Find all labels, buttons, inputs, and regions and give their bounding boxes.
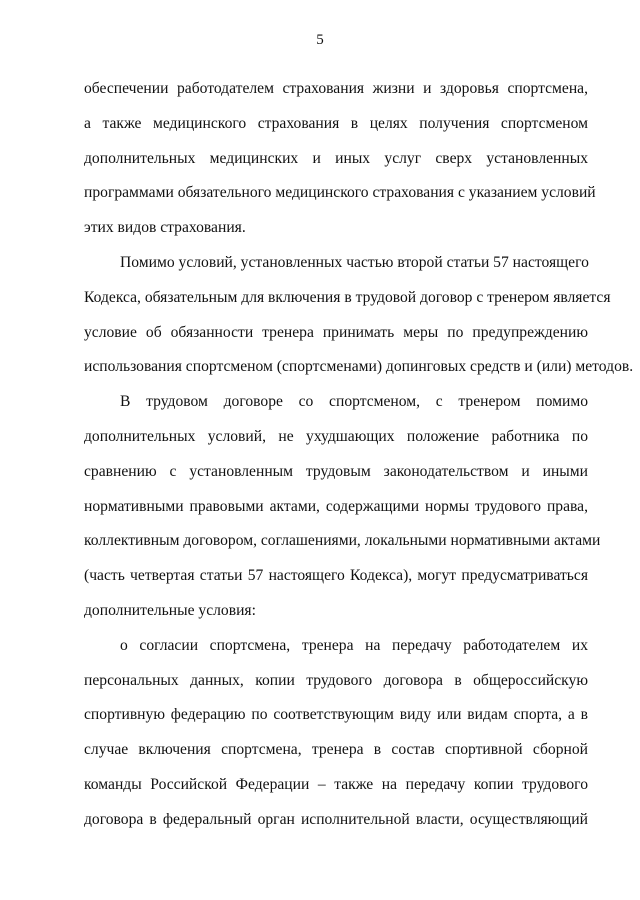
text-line: условие об обязанности тренера принимать меры по предупреждению (84, 323, 588, 341)
text-line: этих видов страхования. (84, 219, 246, 237)
text-line: персональных данных, копии трудового договора в общероссийскую (84, 671, 588, 689)
text-line: Помимо условий, установленных частью второй статьи 57 настоящего (120, 253, 589, 271)
text-line: о согласии спортсмена, тренера на передачу работодателем их (120, 636, 588, 654)
text-line: команды Российской Федерации – также на передачу копии трудового (84, 775, 588, 793)
text-line: (часть четвертая статьи 57 настоящего Кодекса), могут предусматриваться (84, 567, 588, 585)
text-line: коллективным договором, соглашениями, локальными нормативными актами (84, 532, 601, 550)
text-line: программами обязательного медицинского страхования с указанием условий (84, 184, 596, 202)
document-body (84, 72, 634, 838)
text-line: случае включения спортсмена, тренера в состав спортивной сборной (84, 741, 588, 759)
text-line: договора в федеральный орган исполнительной власти, осуществляющий (84, 810, 588, 828)
text-line: дополнительных условий, не ухудшающих положение работника по (84, 427, 588, 445)
paragraph (84, 246, 634, 385)
text-line: использования спортсменом (спортсменами) допинговых средств и (или) методов. (84, 358, 634, 376)
text-line: спортивную федерацию по соответствующим виду или видам спорта, а в (84, 706, 588, 724)
text-line: а также медицинского страхования в целях получения спортсменом (84, 114, 588, 132)
text-line: нормативными правовыми актами, содержащими нормы трудового права, (84, 497, 588, 515)
text-line: обеспечении работодателем страхования жизни и здоровья спортсмена, (84, 80, 588, 97)
text-line: Кодекса, обязательным для включения в трудовой договор с тренером является (84, 288, 611, 306)
text-line: дополнительных медицинских и иных услуг сверх установленных (84, 149, 588, 167)
paragraph (84, 629, 588, 838)
text-line: В трудовом договоре со спортсменом, с тренером помимо (120, 393, 588, 411)
page-number: 5 (316, 32, 324, 48)
text-line: сравнению с установленным трудовым законодательством и иными (84, 462, 588, 480)
paragraph (84, 385, 601, 629)
paragraph (84, 72, 596, 246)
text-line: дополнительные условия: (84, 601, 256, 619)
